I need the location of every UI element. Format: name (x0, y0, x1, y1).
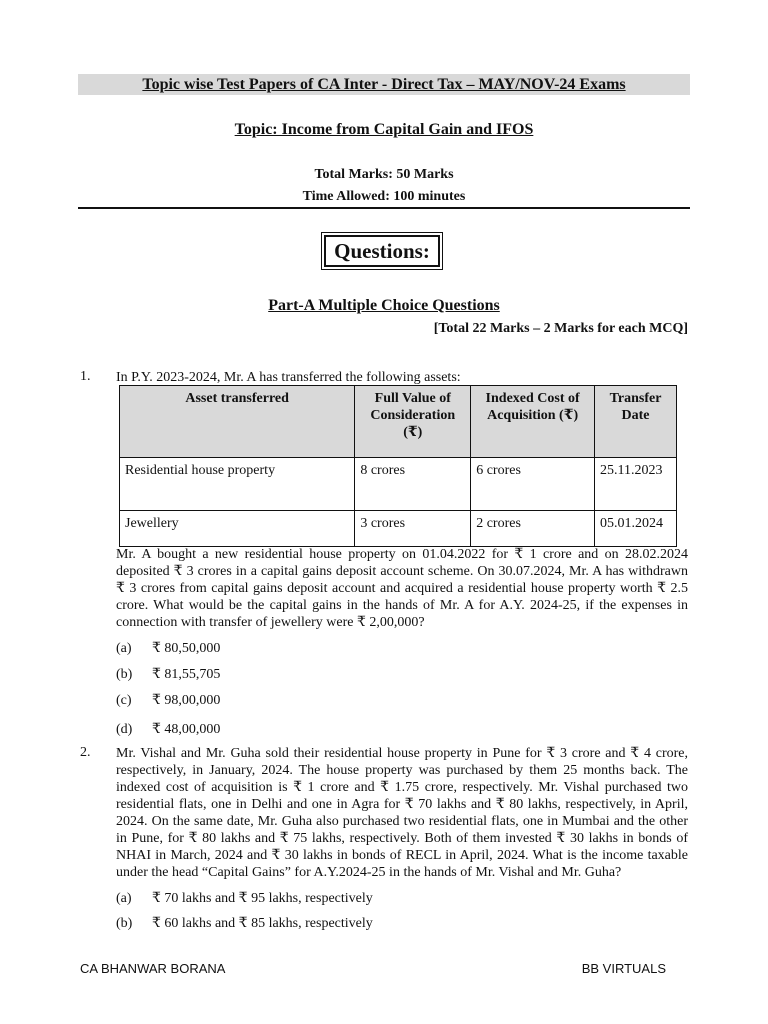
question-1-intro: In P.Y. 2023-2024, Mr. A has transferred the following assets: (116, 370, 461, 385)
table-row (120, 458, 677, 511)
option-text: ₹ 98,00,000 (152, 693, 221, 708)
option-label: (b) (116, 667, 133, 682)
assets-table (119, 385, 677, 547)
option-item (116, 640, 220, 657)
table-header-row (120, 386, 677, 458)
option-label: (a) (116, 641, 132, 656)
table-cell: 25.11.2023 (595, 458, 677, 511)
option-item (116, 890, 373, 907)
option-label: (a) (116, 891, 132, 906)
table-cell: 8 crores (355, 458, 471, 511)
table-header-cell: Asset transferred (120, 386, 355, 458)
table-cell: 3 crores (355, 511, 471, 547)
total-marks: Total Marks: 50 Marks (314, 167, 454, 182)
time-allowed: Time Allowed: 100 minutes (302, 189, 466, 204)
table-cell: Residential house property (120, 458, 355, 511)
table-header-cell: Indexed Cost of Acquisition (₹) (471, 386, 595, 458)
part-a-marks-note: [Total 22 Marks – 2 Marks for each MCQ] (433, 321, 688, 336)
table-header-cell: Full Value of Consideration (₹) (355, 386, 471, 458)
table-row (120, 511, 677, 547)
option-item (116, 666, 220, 683)
option-item (116, 692, 220, 709)
option-text: ₹ 80,50,000 (152, 641, 221, 656)
table-cell: 05.01.2024 (595, 511, 677, 547)
table-cell: 6 crores (471, 458, 595, 511)
option-text: ₹ 60 lakhs and ₹ 85 lakhs, respectively (152, 916, 373, 931)
option-text: ₹ 70 lakhs and ₹ 95 lakhs, respectively (152, 891, 373, 906)
question-1-body: Mr. A bought a new residential house property on 01.04.2022 for ₹ 1 crore and on 28.02.2024 deposited ₹ 3 crores in a capital gains deposit account scheme. On 30.07.2024, Mr. A has withdrawn ₹ 3 crores from capital gains deposit account and acquired a residential house property worth ₹ 2.5 crore. What would be the capital gains in the hands of Mr. A for A.Y. 2024-25, if the expenses in connection with transfer of jewellery were ₹ 2,00,000? (116, 547, 688, 630)
questions-heading: Questions: (324, 235, 440, 267)
option-text: ₹ 48,00,000 (152, 722, 221, 737)
question-1-number: 1. (80, 369, 91, 384)
option-text: ₹ 81,55,705 (152, 667, 221, 682)
option-item (116, 721, 220, 738)
paper-title: Topic wise Test Papers of CA Inter - Direct Tax – MAY/NOV-24 Exams (78, 74, 690, 95)
footer-author: CA BHANWAR BORANA (80, 961, 226, 976)
question-2-body: Mr. Vishal and Mr. Guha sold their residential house property in Pune for ₹ 3 crore and ₹ 4 crore, respectively, in January, 2024. The house property was purchased by them 25 months back. The indexed cost of acquisition is ₹ 1 crore and ₹ 1.75 crore, respectively. Mr. Vishal purchased two residential flats, one in Delhi and one in Agra for ₹ 70 lakhs and ₹ 80 lakhs, respectively, in April, 2024. On the same date, Mr. Guha also purchased two residential flats, one in Mumbai and the other in Pune, for ₹ 80 lakhs and ₹ 75 lakhs, respectively. Both of them invested ₹ 30 lakhs in bonds of NHAI in March, 2024 and ₹ 30 lakhs in bonds of RECL in April, 2024. What is the income taxable under the head “Capital Gains” for A.Y.2024-25 in the hands of Mr. Vishal and Mr. Guha? (116, 746, 688, 880)
question-2-number: 2. (80, 745, 91, 760)
topic-title: Topic: Income from Capital Gain and IFOS (234, 121, 534, 138)
table-cell: 2 crores (471, 511, 595, 547)
option-label: (c) (116, 693, 132, 708)
part-a-title: Part-A Multiple Choice Questions (268, 297, 500, 314)
header-divider (78, 207, 690, 209)
option-item (116, 915, 373, 932)
option-label: (b) (116, 916, 133, 931)
footer-brand: BB VIRTUALS (581, 961, 666, 976)
option-label: (d) (116, 722, 133, 737)
table-header-cell: Transfer Date (595, 386, 677, 458)
table-cell: Jewellery (120, 511, 355, 547)
